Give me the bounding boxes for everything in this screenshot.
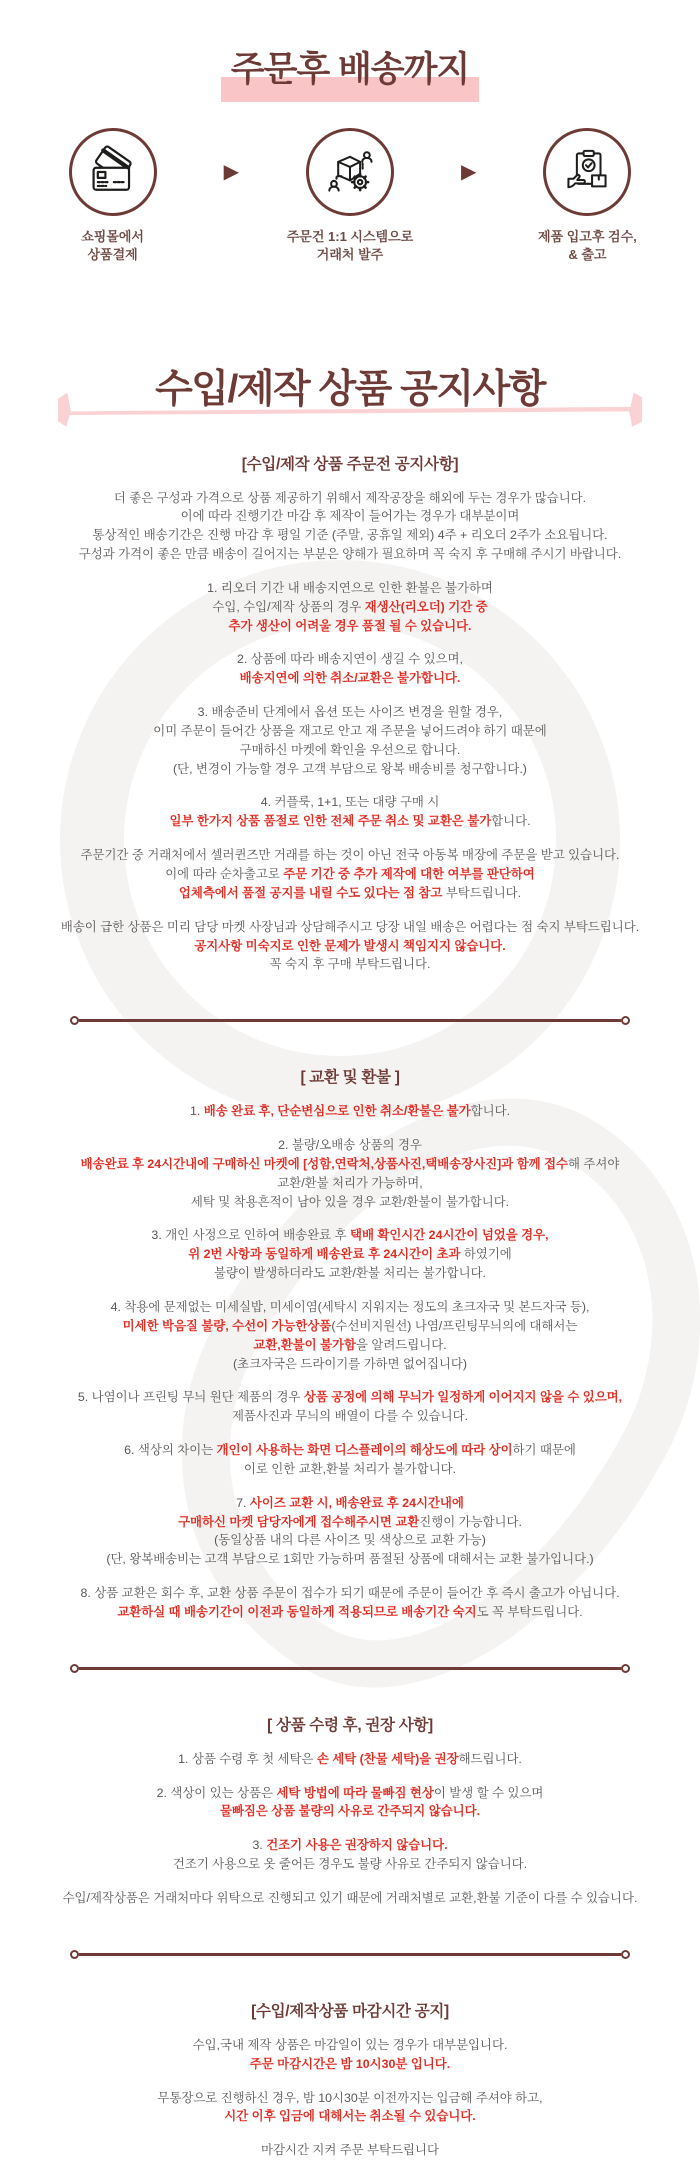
- notice-paragraph: 3. 건조기 사용은 권장하지 않습니다. 건조기 사용으로 옷 줄어든 경우도 불량 사유로 간주되지 않습니다.: [172, 1838, 528, 1872]
- step-inspection-shipping: [502, 128, 672, 264]
- notice-paragraph: 5. 나염이나 프린팅 무늬 원단 제품의 경우 상품 공정에 의해 무늬가 일정하게 이어지지 않을 수 있으며, 제품사진과 무늬의 배열이 다를 수 있습니다.: [77, 1390, 623, 1424]
- section-exchange-refund: [0, 1065, 700, 1622]
- notice-paragraph: 6. 색상의 차이는 개인이 사용하는 화면 디스플레이의 해상도에 따라 상이하기 때문에 이로 인한 교환,환불 처리가 불가합니다.: [124, 1443, 576, 1476]
- divider-dot: [621, 1950, 630, 1959]
- order-process-steps: [0, 128, 700, 264]
- credit-card-icon: [86, 145, 140, 199]
- arrow-right-icon: ▶: [223, 159, 239, 184]
- notice-paragraph: 무통장으로 진행하신 경우, 밤 10시30분 이전까지는 입금해 주셔야 하고, 시간 이후 입금에 대해서는 취소될 수 있습니다.: [157, 2090, 543, 2124]
- notice-paragraph: 수입,국내 제작 상품은 마감일이 있는 경우가 대부분입니다. 주문 마감시간은 밤 10시30분 입니다.: [192, 2037, 508, 2071]
- inspection-shipping-icon: [560, 145, 614, 199]
- section-body: [0, 1102, 700, 1622]
- notice-paragraph: 3. 개인 사정으로 인하여 배송완료 후 택배 확인시간 24시간이 넘었을 경우, 위 2번 사항과 동일하게 배송완료 후 24시간이 초과 하였기에 불량이 발생하더라도 교환/환불 처리는 불가합니다.: [151, 1228, 549, 1281]
- notice-paragraph: 4. 커플룩, 1+1, 또는 대량 구매 시 일부 한가지 상품 품절로 인한 전체 주문 취소 및 교환은 불가합니다.: [169, 795, 531, 829]
- divider-dot: [70, 1664, 79, 1673]
- step-caption: 제품 입고후 검수, & 출고: [538, 229, 637, 263]
- section-pre-order-notice: [0, 452, 700, 975]
- step-order-system: [265, 128, 435, 264]
- divider-line: [79, 1019, 621, 1022]
- section-heading: [수입/제작상품 마감시간 공지]: [251, 2002, 449, 2020]
- divider-dot: [621, 1664, 630, 1673]
- notice-paragraph: 1. 리오더 기간 내 배송지연으로 인한 환불은 불가하며 수입, 수입/제작 상품의 경우 재생산(리오더) 기간 중 추가 생산이 어려울 경우 품절 될 수 있습니다.: [207, 580, 493, 633]
- step-circle: [69, 128, 157, 216]
- section-body: [0, 489, 700, 975]
- notice-paragraph: 주문기간 중 거래처에서 셀러퀸즈만 거래를 하는 것이 아닌 전국 아동복 매장에 주문을 받고 있습니다. 이에 따라 순차출고로 주문 기간 중 추가 제작에 대한 여부를 판단하여 업체측에서 품절 공지를 내릴 수도 있다는 점 참고 부탁드립니다.: [80, 848, 620, 900]
- section-after-receipt: [0, 1713, 700, 1908]
- notice-paragraph: 배송이 급한 상품은 미리 담당 마켓 사장님과 상담해주시고 당장 내일 배송은 어렵다는 점 숙지 부탁드립니다. 공지사항 미숙지로 인한 문제가 발생시 책임지지 않습니다. 꼭 숙지 후 구매 부탁드립니다.: [60, 919, 640, 972]
- section-divider: [70, 1950, 630, 1959]
- notice-paragraph: 2. 불량/오배송 상품의 경우 배송완료 후 24시간내에 구매하신 마켓에 [성함,연락처,상품사진,택배송장사진]과 함께 접수해 주셔야 교환/환불 처리가 가능하며, 세탁 및 착용흔적이 남아 있을 경우 교환/환불이 불가합니다.: [80, 1138, 620, 1209]
- notice-paragraph: 3. 배송준비 단계에서 옵션 또는 사이즈 변경을 원할 경우, 이미 주문이 들어간 상품을 재고로 안고 재 주문을 넣어드려야 하기 때문에 구매하신 마켓에 확인을 우선으로 합니다. (단, 변경이 가능할 경우 고객 부담으로 왕복 배송비를 청구합니다.): [153, 705, 547, 776]
- notice-title: 수입/제작 상품 공지사항: [155, 367, 545, 411]
- notice-paragraph: 8. 상품 교환은 회수 후, 교환 상품 주문이 접수가 되기 때문에 주문이 들어간 후 즉시 출고가 아닙니다. 교환하실 때 배송기간이 이전과 동일하게 적용되므로 배송기간 숙지도 꼭 부탁드립니다.: [80, 1586, 620, 1619]
- section-heading: [ 상품 수령 후, 권장 사항]: [267, 1716, 433, 1734]
- step-circle: [543, 128, 631, 216]
- notice-paragraph: 더 좋은 구성과 가격으로 상품 제공하기 위해서 제작공장을 해외에 두는 경우가 많습니다. 이에 따라 진행기간 마감 후 제작이 들어가는 경우가 대부분이며 통상적인 배송기간은 진행 마감 후 평일 기준 (주말, 공휴일 제외) 4주 + 리오더 2주가 소요됩니다. 구성과 가격이 좋은 만큼 배송이 길어지는 부분은 양해가 필요하며 꼭 숙지 후 구매해 주시기 바랍니다.: [78, 490, 622, 562]
- section-body: [0, 1750, 700, 1908]
- notice-paragraph: 1. 상품 수령 후 첫 세탁은 손 세탁 (찬물 세탁)을 권장해드립니다.: [178, 1751, 522, 1766]
- page-title: 주문후 배송까지: [221, 50, 479, 102]
- divider-line: [79, 1953, 621, 1956]
- notice-paragraph: 1. 배송 완료 후, 단순변심으로 인한 취소/환불은 불가합니다.: [189, 1104, 511, 1119]
- step-circle: [306, 128, 394, 216]
- divider-dot: [621, 1016, 630, 1025]
- section-deadline-notice: [0, 1999, 700, 2160]
- notice-paragraph: 7. 사이즈 교환 시, 배송완료 후 24시간내에 구매하신 마켓 담당자에게 접수해주시면 교환진행이 가능합니다. (동일상품 내의 다른 사이즈 및 색상으로 교환 가능) (단, 왕복배송비는 고객 부담으로 1회만 가능하며 품절된 상품에 대해서는 교환 불가입니다.): [106, 1495, 594, 1567]
- divider-line: [79, 1667, 621, 1670]
- divider-dot: [70, 1016, 79, 1025]
- notice-paragraph: 2. 색상이 있는 상품은 세탁 방법에 따라 물빠짐 현상이 발생 할 수 있으며 물빠짐은 상품 불량의 사유로 간주되지 않습니다.: [156, 1785, 544, 1819]
- step-payment: [28, 128, 198, 264]
- notice-title-section: [0, 369, 700, 412]
- order-system-icon: [323, 145, 377, 199]
- section-heading: [ 교환 및 환불 ]: [300, 1069, 400, 1087]
- notice-paragraph: 2. 상품에 따라 배송지연이 생길 수 있으며, 배송지연에 의한 취소/교환은 불가합니다.: [237, 652, 463, 686]
- hero-section: [0, 0, 700, 102]
- notice-paragraph: 4. 착용에 문제없는 미세실밥, 미세이염(세탁시 지워지는 정도의 초크자국 및 본드자국 등), 미세한 박음질 불량, 수선이 가능한상품(수선비지원선) 나염/프린팅무늬의에 대해서는 교환,환불이 불가함을 알려드립니다. (초크자국은 드라이기를 가하면 없어집니다): [110, 1299, 590, 1371]
- section-divider: [70, 1016, 630, 1025]
- step-caption: 쇼핑몰에서 상품결제: [81, 229, 144, 263]
- notice-paragraph: 마감시간 지켜 주문 부탁드립니다: [261, 2143, 439, 2158]
- section-heading: [수입/제작 상품 주문전 공지사항]: [241, 455, 459, 473]
- arrow-right-icon: ▶: [461, 159, 477, 184]
- section-divider: [70, 1664, 630, 1673]
- divider-dot: [70, 1950, 79, 1959]
- section-body: [0, 2036, 700, 2160]
- step-caption: 주문건 1:1 시스템으로 거래처 발주: [286, 229, 414, 263]
- notice-paragraph: 수입/제작상품은 거래처마다 위탁으로 진행되고 있기 때문에 거래처별로 교환,환불 기준이 다를 수 있습니다.: [62, 1891, 638, 1906]
